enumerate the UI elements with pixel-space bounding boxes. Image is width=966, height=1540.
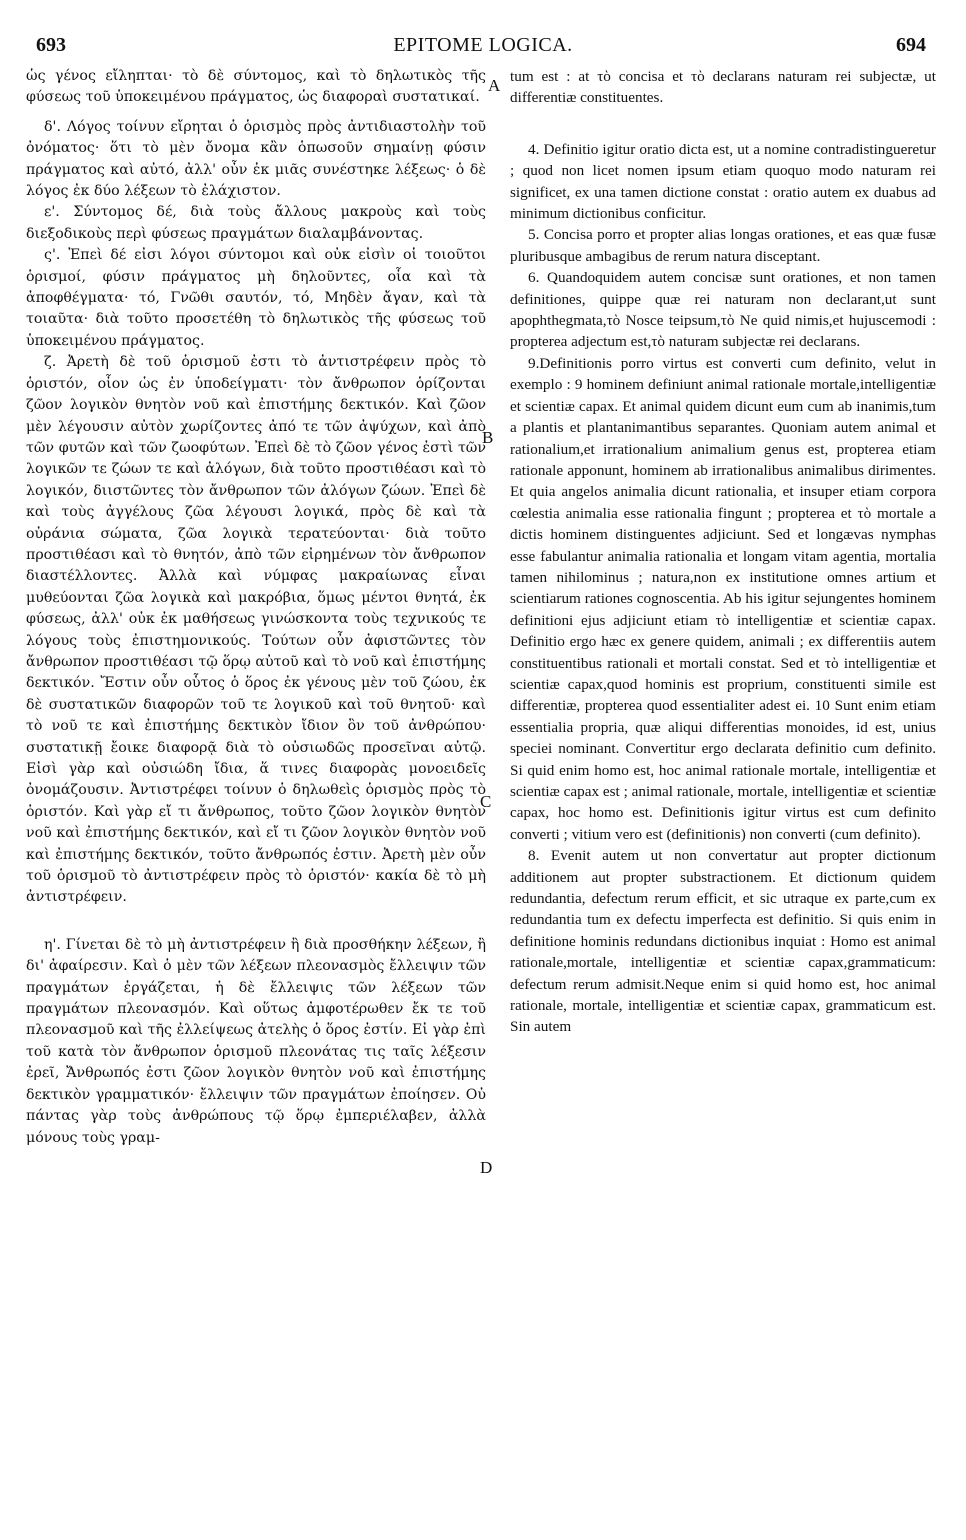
margin-marker-c: C bbox=[480, 792, 492, 811]
greek-paragraph: ε'. Σύντομος δέ, διὰ τοὺς ἄλλους μακροὺς καὶ τοὺς διεξοδικοὺς περὶ φύσεως πραγμάτων διαλαμβάνοντας. bbox=[26, 204, 486, 242]
margin-marker-a: A bbox=[488, 76, 501, 95]
latin-paragraph: 8. Evenit autem ut non convertatur aut propter dictionum additionem aut propter substractionem. Et dictionum quidem redundantia, defectum rerum efficit, et sic utraque ex parte,cum ex redundantia tum ex defectu imperfecta est definitio. Si quis enim in definitione hominis redundans dictionibus inquiat : Homo est animal rationale,mortale, intelligentiæ et scientiæ capax,grammaticum: defectum rerum admisit.Neque enim si quid homo est, hoc animal rationale, mortale, intelligentiæ et scientiæ capax, grammaticum est. Sin autem bbox=[510, 847, 936, 1036]
running-title: EPITOME LOGICA. bbox=[393, 34, 573, 56]
margin-marker-d: D bbox=[480, 1158, 493, 1177]
greek-paragraph: η'. Γίνεται δὲ τὸ μὴ ἀντιστρέφειν ἢ διὰ προσθήκην λέξεων, ἢ δι' ἀφαίρεσιν. Καὶ ὁ μὲν τῶν λέξεων πλεονασμὸς ἔλλειψιν τῶν πραγμάτων ἐργάζεται, ἡ δὲ ἔλλειψις τῶν λέξεων τῶν πραγμάτων πλεονασμόν. Καὶ οὕτως ἀμφοτέρωθεν ἔκ τε τοῦ πλεονασμοῦ καὶ τῆς ἐλλείψεως ἀτελὴς ὁ ὅρος ἐστίν. Εἰ γὰρ ἐπὶ τοῦ κατὰ τὸν ἄνθρωπον ὁρισμοῦ πλεονάτας τις ταῖς λέξεσιν ἐρεῖ, Ἄνθρωπός ἐστι ζῶον λογικὸν θνητὸν νοῦ καὶ ἐπιστήμης δεκτικὸν γραμματικόν· ἔλλειψιν τῶν πραγμάτων ἐποίησεν. Οὐ πάντας γὰρ τοὺς ἀνθρώπους τῷ ὅρῳ ἐμπεριέλαβεν, ἀλλὰ μόνους τοὺς γραμ- bbox=[26, 936, 486, 1146]
latin-paragraph: 6. Quandoquidem autem concisæ sunt orationes, et non tamen definitiones, quippe quæ rei naturam non declarant,ut sunt apophthegmata,τὸ Nosce teipsum,τὸ Ne quid nimis,et hujuscemodi : propterea adjectum est,τὸ naturam subjectæ rei declarans. bbox=[510, 269, 936, 351]
greek-paragraph: δ'. Λόγος τοίνυν εἴρηται ὁ ὁρισμὸς πρὸς ἀντιδιαστολὴν τοῦ ὀνόματος· ὅτι τὸ μὲν ὄνομα κἂν ὁπωσοῦν σημαίνῃ φύσιν πράγματος καὶ αὐτό, ἀλλ' οὖν ἐκ μιᾶς συνέστηκε λέξεως· ὁ δὲ λόγος ἐκ δύο λέξεων τὸ ἐλάχιστον. bbox=[26, 118, 486, 200]
latin-paragraph: 4. Definitio igitur oratio dicta est, ut a nomine contradistingueretur ; quod non licet nomen ipsum etiam quoquo modo naturam rei significet, ex una tamen dictione constat : oratio autem ex duabus ad minimum dictionibus conficitur. bbox=[510, 140, 936, 223]
margin-marker-b: B bbox=[482, 428, 494, 447]
page-header bbox=[0, 0, 966, 62]
greek-paragraph: ὡς γένος εἴληπται· τὸ δὲ σύντομος, καὶ τὸ δηλωτικὸς τῆς φύσεως τοῦ ὑποκειμένου πράγματος, ὡς διαφοραὶ συστατικαί. bbox=[26, 68, 486, 106]
latin-paragraph: tum est : at τὸ concisa et τὸ declarans naturam rei subjectæ, ut differentiæ constituentes. bbox=[510, 68, 936, 107]
page-number-right: 694 bbox=[896, 34, 926, 56]
greek-column bbox=[26, 66, 486, 1149]
latin-column bbox=[510, 66, 936, 1038]
latin-paragraph: 5. Concisa porro et propter alias longas orationes, et eas quæ fusæ pluribusque ambagibus de rerum natura disceptant. bbox=[510, 226, 936, 265]
greek-paragraph: ς'. Ἐπεὶ δέ εἰσι λόγοι σύντομοι καὶ οὐκ εἰσὶν οἱ τοιοῦτοι ὁρισμοί, φύσιν πράγματος μὴ δηλοῦντες, οἷα καὶ τὰ ἀποφθέγματα· τό, Γνῶθι σαυτόν, τό, Μηδὲν ἄγαν, καὶ τὰ τοιαῦτα· διὰ τοῦτο προσετέθη τὸ δηλωτικὸς τῆς φύσεως τοῦ ὑποκειμένου πράγματος. bbox=[26, 247, 486, 349]
latin-paragraph: 9.Definitionis porro virtus est converti cum definito, velut in exemplo : 9 hominem definiunt animal rationale mortale,intelligentiæ et scientiæ capax. Et animal quidem dicunt eum cum ab inanimis,tum a plantis et plantanimantibus separantes. Quoniam autem animal et rationalium,et irrationalium animalium genus est, propterea etiam rationale apponunt, hominem ab irrationalibus animalibus dirimentes. Et quia angelos animalia dicunt rationalia, et insuper etiam corpora cœlestia animalia esse rationalia fingunt ; propterea et τὸ mortale a dictis hominem distinguentes adjiciunt. Sed et longævas nymphas esse fabulantur animalia rationalia et longam vitam agentia, mortalia tamen nihilominus ; natura,non ex institutione omnes artium et scientiarum rationes cognoscentia. Ab his igitur sejungentes hominem definitioni ejus adjiciunt etiam τὸ intelligentiæ et scientiæ capax. Definitio ergo hæc ex genere quidem, animali ; ex differentiis autem constituentibus rationali et mortali constat. Sed et τὸ intelligentiæ et scientiæ capax,quod hominis est proprium, constituenti simile est differentiæ, propterea quod essentialiter adest ei. 10 Sunt enim etiam essentialia propria, quæ aliqui differentias monoides, id est, unius speciei nominant. Convertitur ergo declarata definitio cum definito. Si quid enim homo est, hoc animal rationale mortale, intelligentiæ et scientiæ capax est ; animal rationale, mortale, intelligentiæ et scientiæ capax, hoc homo est. Definitionis igitur virtus est cum definito converti ; vitium vero est (definitionis) non converti (cum definito). bbox=[510, 354, 936, 843]
greek-paragraph: ζ. Ἀρετὴ δὲ τοῦ ὁρισμοῦ ἐστι τὸ ἀντιστρέφειν πρὸς τὸ ὁριστόν, οἷον ὡς ἐν ὑποδείγματι· τὸν ἄνθρωπον ὁρίζονται ζῶον λογικὸν θνητὸν νοῦ καὶ ἐπιστήμης δεκτικόν. Καὶ ζῶον μὲν λέγουσιν αὐτὸν χωρίζοντες ἀπό τε τῶν ἀψύχων, καὶ ἀπὸ τῶν φυτῶν καὶ τῶν ζωοφύτων. Ἐπεὶ δὲ τὸ ζῶον γένος ἐστὶ τῶν λογικῶν τε ζώων τε καὶ ἀλόγων, διὰ τοῦτο προστιθέασι καὶ τὸ λογικόν, διιστῶντες τὸν ἄνθρωπον τῶν ἀλόγων ζώων. Ἐπεὶ δὲ καὶ τοὺς ἀγγέλους ζῶα λέγουσι λογικά, πρὸς δὲ καὶ τὰ οὐράνια σώματα, ζῶα λογικὰ τερατεύονται· διὰ τοῦτο προστιθέασι καὶ τὸ θνητόν, ἀπὸ τῶν εἰρημένων τὸν ἄνθρωπον διαστέλλοντες. Ἀλλὰ καὶ νύμφας μακραίωνας εἶναι μυθεύονται ζῶα λογικὰ καὶ μακρόβια, ὅμως μέντοι θνητά, ἐκ φύσεως, ἀλλ' οὐκ ἐκ μαθήσεως γινώσκοντα τοὺς τεχνικούς τε λόγους τοὺς ἐπιστημονικούς. Τούτων οὖν ἀφιστῶντες τὸν ἄνθρωπον προστιθέασι τῷ ὅρῳ αὐτοῦ καὶ τὸ νοῦ καὶ ἐπιστήμης δεκτικόν. Ἔστιν οὖν οὗτος ὁ ὅρος ἐκ γένους μὲν τοῦ ζώου, ἐκ δὲ συστατικῶν διαφορῶν τοῦ τε λογικοῦ καὶ τοῦ θνητοῦ· καὶ τὸ νοῦ τε καὶ ἐπιστήμης δεκτικὸν ἴδιον ὂν τοῦ ἀνθρώπου· συστατικῇ ἔοικε διαφορᾷ διὰ τὸ οὐσιωδῶς προσεῖναι αὐτῷ. Εἰσὶ γὰρ καὶ οὐσιώδη ἴδια, ἅ τινες διαφορὰς μονοειδεῖς ὀνομάζουσιν. Ἀντιστρέφει τοίνυν ὁ δηλωθεὶς ὁρισμὸς πρὸς τὸ ὁριστόν. Καὶ γὰρ εἴ τι ἄνθρωπος, τοῦτο ζῶον λογικὸν θνητὸν νοῦ καὶ ἐπιστήμης δεκτικόν, καὶ εἴ τι ζῶον λογικὸν θνητὸν νοῦ καὶ ἐπιστήμης δεκτικόν, τοῦτο ἄνθρωπός ἐστιν. Ἀρετὴ μὲν οὖν τοῦ ὁρισμοῦ τὸ ἀντιστρέφειν πρὸς τὸ ὁριστόν· κακία δὲ τὸ μὴ ἀντιστρέφειν. bbox=[26, 354, 486, 906]
page-number-left: 693 bbox=[36, 34, 66, 56]
